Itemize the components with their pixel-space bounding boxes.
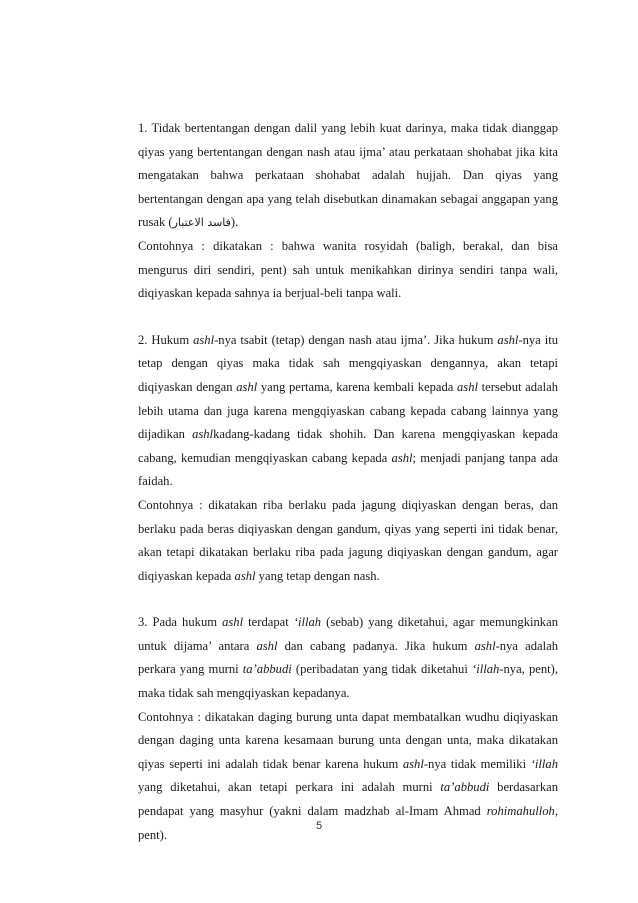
italic-term: ta’abbudi: [242, 662, 292, 677]
text-run: ; menjadi panjang tanpa ada faidah.: [138, 450, 558, 489]
text-run: -nya, pent), maka tidak sah mengqiyaskan kepadanya.: [138, 662, 559, 701]
text-run: yang pertama, karena kembali kepada: [257, 379, 457, 394]
italic-term: ashl: [402, 756, 424, 771]
text-run: -nya adalah perkara yang murni: [138, 638, 559, 677]
italic-term: ‘illah: [530, 756, 559, 771]
italic-term: ashl: [474, 638, 496, 653]
italic-term: ashl: [256, 638, 278, 653]
italic-term: ‘illah: [472, 662, 500, 677]
text-run: , pent).: [138, 804, 558, 842]
text-run: yang diketahui, akan tetapi perkara ini adalah murni: [138, 780, 441, 795]
italic-term: ‘illah: [293, 615, 322, 630]
text-run: Contohnya : dikatakan daging burung unta dapat membatalkan wudhu diqiyaskan dengan daging unta karena kesamaan burung unta dengan unta, maka dikatakan qiyas seperti ini adalah tidak benar karena hukum: [138, 709, 558, 771]
text-run: kadang-kadang tidak shohih. Dan karena mengqiyaskan kepada cabang, kemudian mengqiyaskan cabang kepada: [138, 427, 558, 465]
italic-term: ta’abbudi: [440, 780, 490, 795]
section-3-paragraph: [138, 611, 558, 705]
text-run: 3. Pada hukum: [138, 615, 223, 630]
italic-term: ashl: [497, 332, 519, 347]
section-2-paragraph: [138, 329, 558, 494]
italic-term: ashl: [234, 568, 256, 583]
text-run: 1. Tidak bertentangan dengan dalil yang lebih kuat darinya, maka tidak dianggap qiyas yang bertentangan dengan nash atau ijma’ atau perkataan shohabat jika kita mengatakan bahwa perkataan shohabat adalah hujjah. Dan qiyas yang bertentangan dengan apa yang telah disebutkan dinamakan sebagai anggapan yang rusak (: [138, 121, 558, 230]
text-run: -nya tsabit (tetap) dengan nash atau ijma’. Jika hukum: [214, 332, 498, 347]
arabic-term: فاسد الاعتبار: [172, 216, 231, 230]
italic-term: ashl: [193, 332, 215, 347]
text-run: -nya tidak memiliki: [423, 756, 531, 771]
text-run: yang tetap dengan nash.: [255, 568, 380, 583]
italic-term: rohimahulloh: [486, 804, 555, 819]
text-run: Contohnya : dikatakan riba berlaku pada jagung diqiyaskan dengan beras, dan berlaku pada beras diqiyaskan dengan gandum, qiyas yang seperti ini tidak benar, akan tetapi dikatakan berlaku riba pada jagung diqiyaskan dengan gandum, agar diqiyaskan kepada: [138, 497, 558, 583]
text-run: Contohnya : dikatakan : bahwa wanita rosyidah (baligh, berakal, dan bisa mengurus diri sendiri, pent) sah untuk menikahkan dirinya sendiri tanpa wali, diqiyaskan kepada sahnya ia berjual-beli tanpa wali.: [138, 238, 558, 301]
document-body: [138, 117, 558, 847]
italic-term: ashl: [391, 450, 413, 465]
text-run: -nya itu tetap dengan qiyas maka tidak sah mengqiyaskan dengannya, akan tetapi diqiyaskan dengan: [138, 332, 558, 394]
text-run: (sebab) yang diketahui, agar memungkinkan untuk dijama’ antara: [138, 615, 558, 653]
section-2-example: [138, 494, 558, 588]
section-1-paragraph: [138, 117, 558, 235]
text-run: tersebut adalah lebih utama dan juga karena mengqiyaskan cabang kepada cabang lainnya yang dijadikan: [138, 379, 558, 442]
text-run: berdasarkan pendapat yang masyhur (yakni dalam madzhab al-Imam Ahmad: [138, 780, 558, 819]
italic-term: ashl: [457, 379, 478, 394]
paragraph-gap: [138, 306, 558, 329]
page-number: 5: [315, 820, 323, 832]
section-1-example: [138, 235, 558, 306]
text-run: (peribadatan yang tidak diketahui: [291, 662, 472, 677]
italic-term: ashl: [222, 615, 244, 630]
text-run: ).: [230, 215, 239, 230]
italic-term: ashl: [192, 427, 214, 442]
text-run: terdapat: [243, 615, 294, 630]
italic-term: ashl: [236, 379, 258, 394]
text-run: dan cabang padanya. Jika hukum: [277, 638, 475, 653]
text-run: 2. Hukum: [138, 332, 194, 347]
paragraph-gap: [138, 588, 558, 611]
